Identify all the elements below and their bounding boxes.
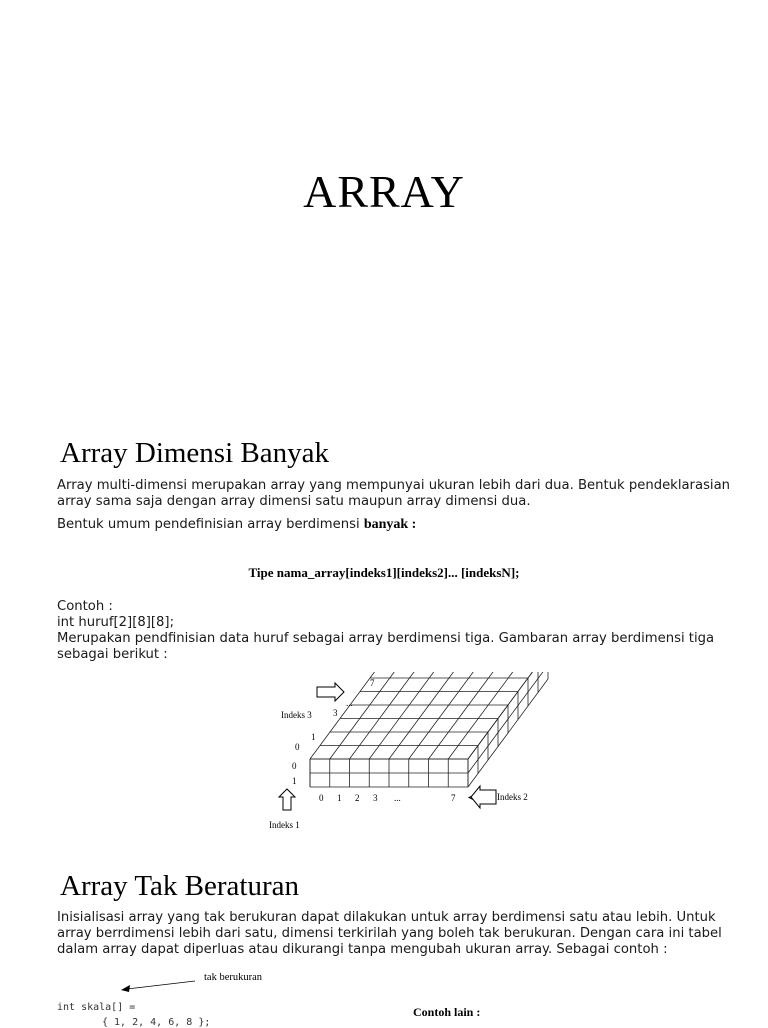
top-index-dots: ... [346,698,353,708]
index2-arrow-icon [469,786,496,808]
intro-line-1: Array multi-dimensi merupakan array yang mempunyai ukuran lebih dari dua. Bentuk pendeklarasian [57,478,731,493]
general-form-bold: banyak : [363,517,417,532]
bottom-index-1: 1 [337,793,342,803]
bottom-index-7: 7 [451,793,456,803]
document-title: ARRAY [303,166,465,217]
index1-arrow-icon [279,789,295,810]
syntax-definition: Tipe nama_array[indeks1][indeks2]... [indeksN]; [248,565,520,580]
index2-label: Indeks 2 [497,792,528,802]
para-line-1: Inisialisasi array yang tak berukuran dapat dilakukan untuk array berdimensi satu atau lebih. Untuk [57,910,716,925]
general-form-line [57,517,717,533]
code-example-area [57,972,757,1028]
bottom-index-2: 2 [355,793,360,803]
intro-line-2: array sama saja dengan array dimensi satu maupun array dimensi dua. [57,494,531,509]
section-heading-array-tak-beraturan: Array Tak Beraturan [60,870,299,902]
section1-intro [57,478,731,510]
description-line-1: Merupakan pendfinisian data huruf sebagai array berdimensi tiga. Gambaran array berdimensi tiga [57,631,715,646]
bottom-index-0: 0 [319,793,324,803]
para-line-2: array berrdimensi lebih dari satu, dimensi terkirilah yang boleh tak berukuran. Dengan cara ini tabel [57,926,722,941]
left-index-one: 1 [292,776,297,786]
index1-label: Indeks 1 [269,820,300,830]
bottom-index-3: 3 [373,793,378,803]
section-heading-array-dimensi-banyak: Array Dimensi Banyak [60,437,329,469]
section2-paragraph [57,910,722,958]
index3-label: Indeks 3 [281,710,312,720]
other-example-label: Contoh lain : [413,1005,481,1019]
side-index-one: 1 [311,732,316,742]
example-code: int huruf[2][8][8]; [57,615,175,630]
code-line-2: { 1, 2, 4, 6, 8 }; [102,1017,211,1028]
three-dimensional-array-diagram [260,672,560,842]
array-grid [310,672,548,787]
top-index-seven: 7 [370,678,375,688]
bottom-index-dots: ... [394,793,401,803]
index3-arrow-icon [317,683,344,701]
general-form-text: Bentuk umum pendefinisian array berdimensi [57,517,364,532]
side-index-three: 3 [333,708,338,718]
example-label: Contoh : [57,599,113,614]
annotation-label: tak berukuran [204,972,263,983]
left-index-zero-a: 0 [295,742,300,752]
left-index-zero-b: 0 [292,761,297,771]
section1-example [57,599,717,663]
para-line-3: dalam array dapat diperluas atau dikurangi tanpa mengubah ukuran array. Sebagai contoh : [57,942,668,957]
description-line-2: sebagai berikut : [57,647,168,662]
code-line-1: int skala[] = [57,1002,136,1013]
